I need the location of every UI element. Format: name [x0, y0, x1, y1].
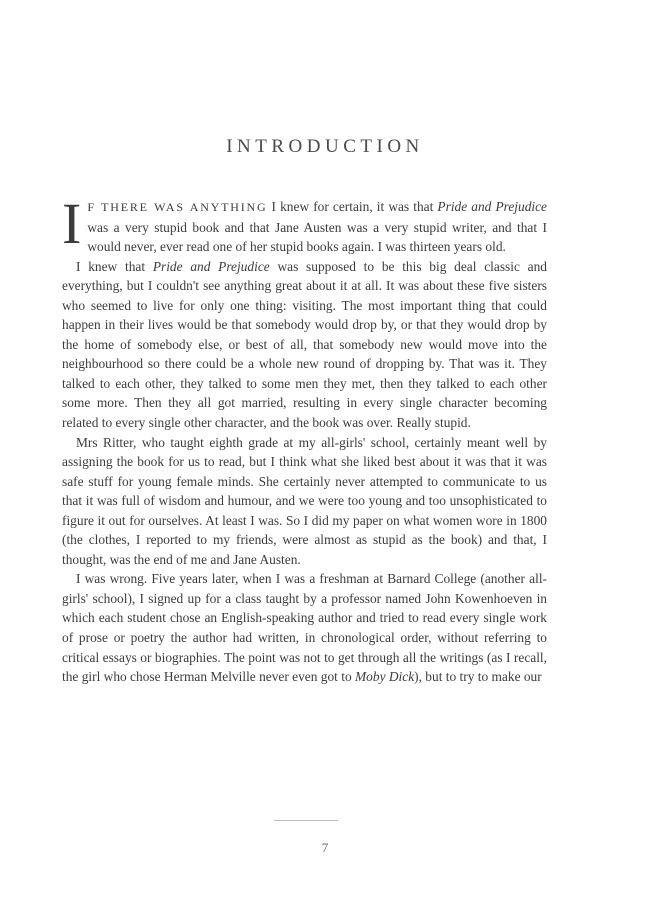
paragraph-1-text-b: was a very stupid book and that Jane Austen was a very stupid writer, and that I would never, ever read one of her stupid books again. I was thirteen years old. [87, 219, 547, 255]
chapter-heading: INTRODUCTION [226, 136, 424, 157]
paragraph-1 [62, 191, 547, 257]
page-number: 7 [321, 840, 329, 855]
opening-small-caps: F THERE WAS ANYTHING [87, 200, 268, 214]
paragraph-2-text-b: was supposed to be this big deal classic and everything, but I couldn't see anything great about it at all. It was about these five sisters who seemed to live for only one thing: visiting. The most important thing that could happen in their lives would be that somebody would drop by, or that they would drop by the home of somebody else, or best of all, that somebody new would move into the neighbourhood so there could be a whole new round of dropping by. That was it. They talked to each other, they talked to some men they met, then they talked to each other some more. Then they all got married, resulting in every single character becoming related to every single other character, and the book was over. Really stupid. [62, 258, 548, 431]
book-title-italic: Pride and Prejudice [437, 199, 547, 214]
paragraph-2 [62, 257, 547, 433]
paragraph-4 [62, 569, 547, 686]
paragraph-4-text-b: ), but to try to make our [414, 669, 542, 685]
paragraph-3: Mrs Ritter, who taught eighth grade at my all-girls' school, certainly meant well by assigning the book for us to read, but I think what she liked best about it was that it was safe stuff for young female minds. She certainly never attempted to communicate to us that it was full of wisdom and humour, and we were too young and too unsophisticated to figure it out for ourselves. At least I was. So I did my paper on what women wore in 1800 (the clothes, I reported to my friends, were almost as stupid as the book) and that, I thought, was the end of me and Jane Austen. [62, 434, 547, 567]
drop-cap: I [62, 191, 82, 256]
book-title-italic: Pride and Prejudice [152, 258, 270, 274]
paragraph-4-text-a: I was wrong. Five years later, when I was a freshman at Barnard College (another all-girls' school), I signed up for a class taught by a professor named John Kowenhoeven in which each student chose an English-speaking author and tried to read every single work of prose or poetry the author had written, in chronological order, without referring to critical essays or biographies. The point was not to get through all the writings (as I recall, the girl who chose Herman Melville never even got to [62, 571, 547, 685]
book-title-italic: Moby Dick [355, 669, 415, 685]
paragraph-1-text-a: I knew for certain, it was that [267, 199, 438, 214]
footer-rule [274, 820, 338, 821]
body-text [62, 191, 548, 687]
paragraph-2-text-a: I knew that [76, 258, 153, 274]
